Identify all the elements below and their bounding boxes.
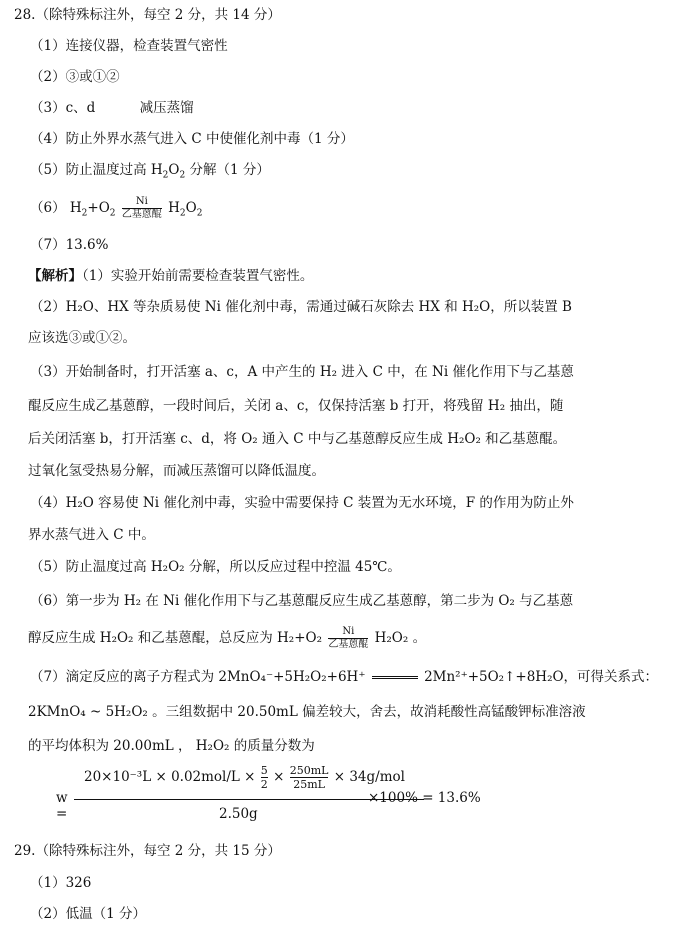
analysis-7b: 2KMnO₄ ~ 5H₂O₂ 。三组数据中 20.50mL 偏差较大，舍去，故消耗酸性高锰酸钾标准溶液 [28,704,586,720]
q28-answer-6: （6） $H_2+O_2$ Ni 乙基蒽醌 $H_2O_2$ [30,196,203,220]
analysis-6b-reaction-condition [328,626,368,651]
formula-small-fraction-2 [290,764,329,791]
analysis-4b: 界水蒸气进入 C 中。 [28,527,155,543]
q28-answer-3-part-a: （3）c、d [30,100,96,116]
analysis-7a-text-b: 2Mn²⁺+5O₂↑+8H₂O，可得关系式： [424,669,659,685]
analysis-5: （5）防止温度过高 H₂O₂ 分解，所以反应过程中控温 45℃。 [30,559,401,575]
formula-times: × [273,769,285,785]
analysis-6b-text-a: 醇反应生成 H₂O₂ 和乙基蒽醌，总反应为 H₂+O₂ [28,630,323,646]
analysis-3b: 醌反应生成乙基蒽醇，一段时间后，关闭 a、c，仅保持活塞 b 打开，将残留 H₂ 抽出，随 [28,398,564,414]
analysis-3c: 后关闭活塞 b，打开活塞 c、d，将 O₂ 通入 C 中与乙基蒽醇反应生成 H₂O₂ 和乙基蒽醌。 [28,431,567,447]
frac1-den: 2 [260,778,268,791]
catalyst-label: Ni [342,626,355,637]
q28-answer-7: （7）13.6% [30,237,109,253]
q28-answer-1: （1）连接仪器，检查装置气密性 [30,38,228,54]
q28-answer-5 [30,161,270,179]
q29-answer-2: （2）低温（1 分） [30,906,146,922]
formula-numerator-b: × 34g/mol [333,769,405,785]
formula-numerator [84,764,405,791]
q28-answer-5-text-b: O [168,162,180,178]
q28-answer-3 [30,99,194,117]
q28-answer-6-product: H [168,200,180,216]
analysis-7a [30,668,658,686]
q29-answer-1: （1）326 [30,875,92,891]
formula-numerator-a: 20×10⁻³L × 0.02mol/L × [84,769,256,785]
formula-small-fraction-1 [261,764,268,791]
condition-label: 乙基蒽醌 [328,639,369,650]
analysis-7c: 的平均体积为 20.00mL ， H₂O₂ 的质量分数为 [28,738,315,754]
frac2-num: 250mL [289,764,329,777]
q29-header: 29.（除特殊标注外，每空 2 分，共 15 分） [14,843,281,859]
reaction-arrow [372,676,418,679]
analysis-4a: （4）H₂O 容易使 Ni 催化剂中毒，实验中需要保持 C 装置为无水环境，F 的作用为防止外 [30,495,574,511]
q28-header: 28.（除特殊标注外，每空 2 分，共 14 分） [14,7,281,23]
analysis-7a-text-a: （7）滴定反应的离子方程式为 2MnO₄⁻+5H₂O₂+6H⁺ [30,669,366,685]
q28-answer-5-text-c: 分解（1 分） [185,162,270,178]
q28-answer-6-reactant: +O [87,200,110,216]
frac1-num: 5 [260,764,268,777]
q28-answer-6-reaction-condition [122,196,162,221]
q28-answer-4: （4）防止外界水蒸气进入 C 中使催化剂中毒（1 分） [30,131,354,147]
condition-label: 乙基蒽醌 [121,209,162,220]
q28-answer-5-sub-2: 2 [179,170,186,181]
analysis-2a: （2）H₂O、HX 等杂质易使 Ni 催化剂中毒，需通过碱石灰除去 HX 和 H₂O，所以装置 B [30,299,572,315]
catalyst-label: Ni [135,196,148,207]
analysis-1 [28,267,313,285]
formula-denominator: 2.50g [219,806,258,822]
analysis-1-text: （1）实验开始前需要检查装置气密性。 [82,268,314,284]
analysis-tag: 【解析】 [28,268,82,284]
q28-answer-5-text-a: （5）防止温度过高 H [30,162,163,178]
analysis-3a: （3）开始制备时，打开活塞 a、c，A 中产生的 H₂ 进入 C 中，在 Ni 催化作用下与乙基蒽 [30,364,574,380]
formula-w: w = [56,790,68,822]
q28-answer-2: （2）③或①② [30,69,120,85]
q28-answer-6-label: （6） H [30,200,82,216]
q28-answer-5-sub-1: 2 [162,170,169,181]
frac2-den: 25mL [290,777,329,791]
q28-answer-6-product-o: O [185,200,197,216]
analysis-6b-text-b: H₂O₂ 。 [374,630,427,646]
formula-result: ×100% = 13.6% [368,790,481,806]
analysis-3d: 过氧化氢受热易分解，而减压蒸馏可以降低温度。 [28,463,325,479]
q28-answer-3-part-b: 减压蒸馏 [139,100,194,116]
analysis-6b [28,626,426,651]
analysis-6a: （6）第一步为 H₂ 在 Ni 催化作用下与乙基蒽醌反应生成乙基蒽醇，第二步为 O₂ 与乙基蒽 [30,593,574,609]
analysis-2b: 应该选③或①②。 [28,330,136,346]
